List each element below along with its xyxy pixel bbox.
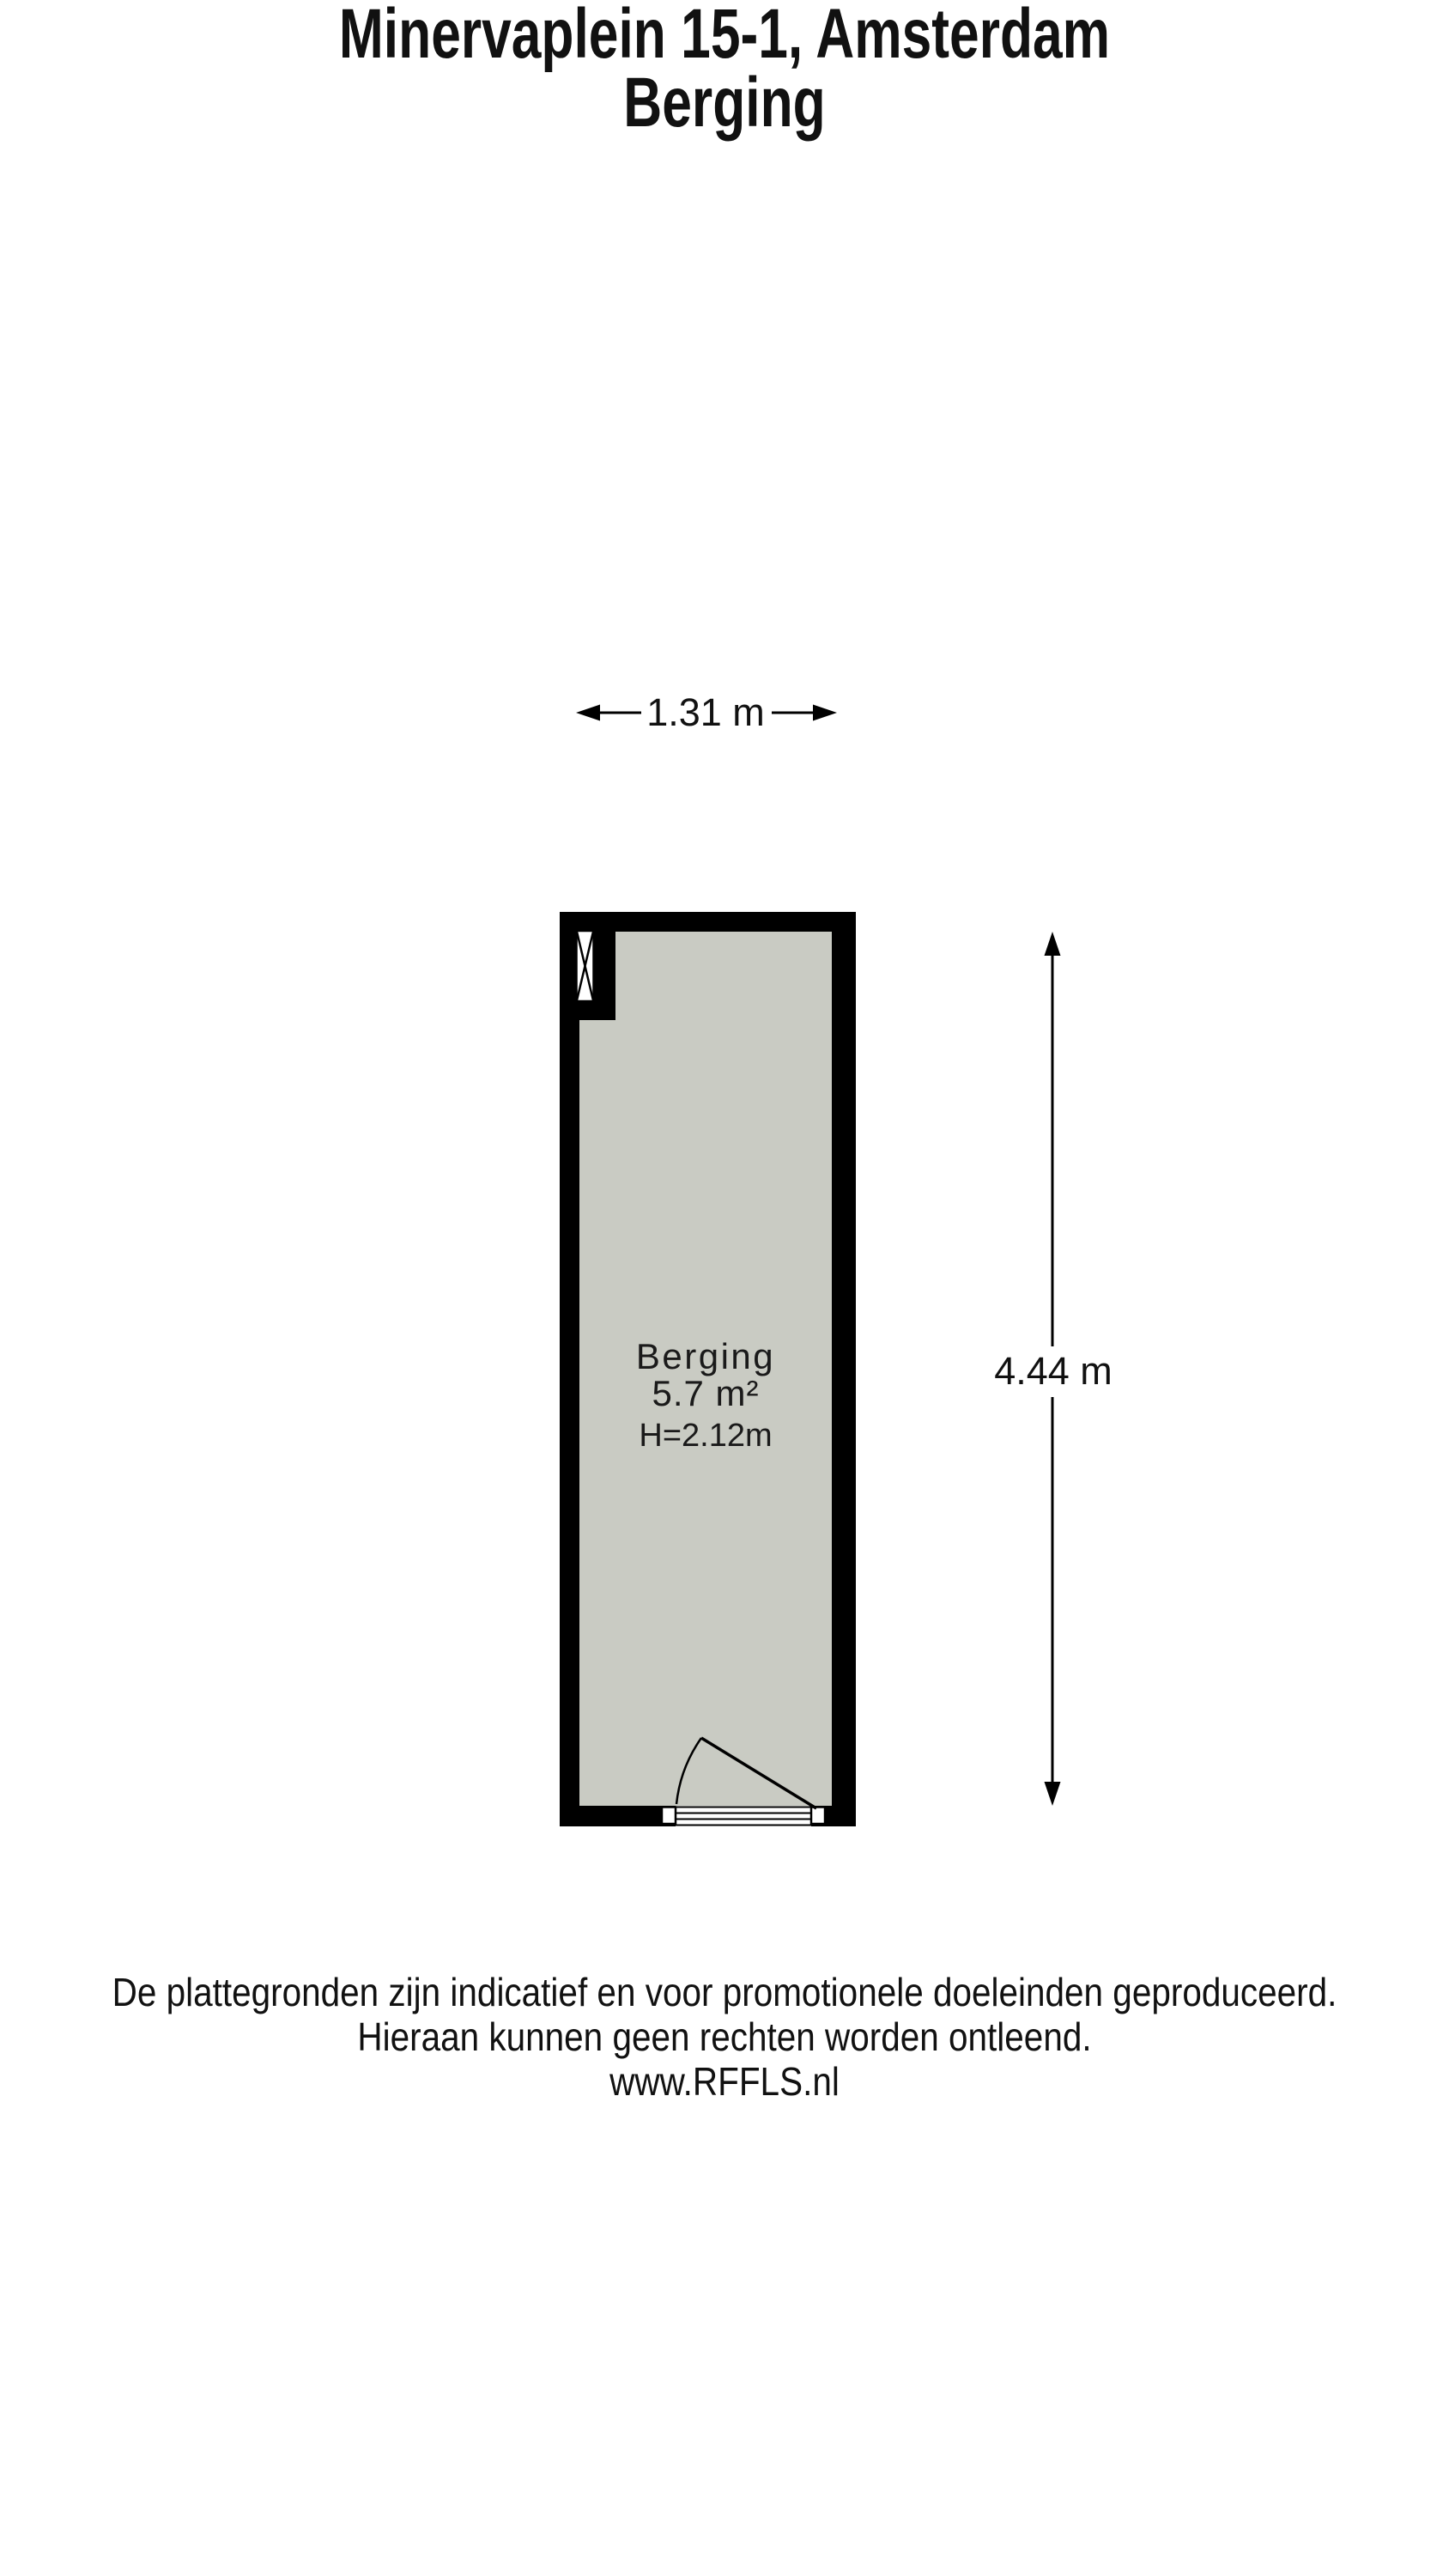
arrowhead-top (1045, 932, 1061, 956)
page-title: Minervaplein 15-1, Amsterdam (338, 0, 1111, 73)
footer-website-url: www.RFFLS.nl (609, 2059, 840, 2104)
room-area-label: 5.7 m² (652, 1373, 760, 1413)
room-ceiling-height-label: H=2.12m (639, 1418, 773, 1454)
page-subtitle: Berging (623, 64, 826, 142)
door-opening (662, 1806, 825, 1826)
door-jamb-right (811, 1807, 825, 1825)
width-dimension-label: 1.31 m (646, 690, 765, 734)
footer-disclaimer-line2: Hieraan kunnen geen rechten worden ontleend. (357, 2014, 1092, 2059)
room-name-label: Berging (635, 1336, 776, 1376)
footer (0, 1970, 1449, 2104)
height-dimension-label: 4.44 m (994, 1349, 1113, 1393)
arrowhead-bottom (1045, 1782, 1061, 1806)
shaft-icon (560, 912, 615, 1020)
door-jamb-left (662, 1807, 676, 1825)
footer-disclaimer-line1: De plattegronden zijn indicatief en voor promotionele doeleinden geproduceerd. (112, 1970, 1337, 2014)
